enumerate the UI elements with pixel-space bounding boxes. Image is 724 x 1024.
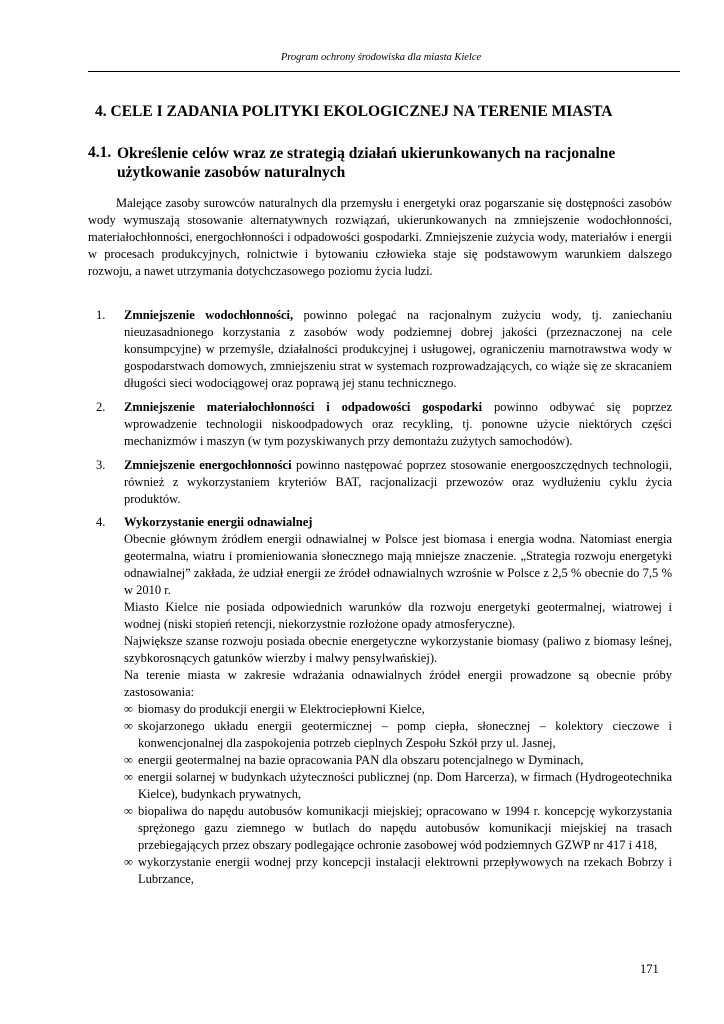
item-body <box>124 399 672 450</box>
list-item <box>88 514 672 888</box>
item-body <box>124 457 672 508</box>
item-text: powinno polegać na racjonalnym zużyciu wody, tj. zaniechaniu nieuzasadnionego korzystania z zasobów wody podziemnej dobrej jakości (przeznaczonej na cele konsumpcyjne) w przemyśle, działalności produkcyjnej i usługowej, ograniczeniu marnotrawstwa wody w gospodarstwach domowych, zmniejszeniu strat w systemach rozprowadzających, co wiąże się ze skracaniem długości sieci wodociągowej oraz poprawą jej stanu technicznego. <box>124 308 673 390</box>
header-divider <box>88 71 680 72</box>
infinity-bullet-icon: ∞ <box>124 719 133 733</box>
intro-paragraph: Malejące zasoby surowców naturalnych dla przemysłu i energetyki oraz pogarszanie się dostępności zasobów wody wymuszają stosowanie alternatywnych rozwiązań, ukierunkowanych na zmniejszenie wodochłonności, materiałochłonności, energochłonności i odpadowości gospodarki. Zmniejszenie zużycia wody, materiałów i energii w procesach produkcyjnych, rolnictwie i bytowaniu człowieka staje się podstawowym warunkiem dalszego rozwoju, a nawet utrzymania dotychczasowego poziomu życia ludzi. <box>88 196 672 278</box>
item-body <box>124 307 672 392</box>
infinity-bullet-icon: ∞ <box>124 770 133 784</box>
item-lead: Wykorzystanie energii odnawialnej <box>124 515 313 529</box>
item-paragraph: Miasto Kielce nie posiada odpowiednich warunków dla rozwoju energetyki geotermalnej, wiatrowej i wodnej (niski stopień retencji, niekorzystnie rozłożone opady atmosferyczne). <box>124 600 672 631</box>
bullet-text: energii solarnej w budynkach użyteczności publicznej (np. Dom Harcerza), w firmach (Hydrogeotechnika Kielce), budynkach prywatnych, <box>138 770 672 801</box>
running-header: Program ochrony środowiska dla miasta Kielce <box>280 52 482 63</box>
item-number: 2. <box>96 400 106 414</box>
item-number: 1. <box>96 308 106 322</box>
item-paragraph: Obecnie głównym źródłem energii odnawialnej w Polsce jest biomasa i energia wodna. Natomiast energia geotermalna, wiatru i promieniowania słonecznego mają mniejsze znaczenie. „Strategia rozwoju energetyki odnawialnej” zakłada, że udział energii ze źródeł odnawialnych wzrośnie w Polsce z 2,5 % obecnie do 7,5 % w 2010 r. <box>124 532 672 597</box>
bullet-item <box>124 718 672 752</box>
bullet-item <box>124 769 672 803</box>
bullet-text: skojarzonego układu energii geotermicznej – pomp ciepła, słonecznej – kolektory cieczowe i konwencjonalnej dla zaspokojenia potrzeb cieplnych Zespołu Szkół przy ul. Jasnej, <box>138 719 672 750</box>
objectives-list <box>88 307 672 888</box>
infinity-bullet-icon: ∞ <box>124 804 133 818</box>
item-text: powinno następować poprzez stosowanie energooszczędnych technologii, również z wykorzystaniem kryteriów BAT, racjonalizacji przewozów oraz wydłużeniu cyklu życia produktów. <box>124 458 672 506</box>
infinity-bullet-icon: ∞ <box>124 702 133 716</box>
bullet-text: biopaliwa do napędu autobusów komunikacji miejskiej; opracowano w 1994 r. koncepcję wykorzystania sprężonego gazu ziemnego w butlach do napędu autobusów komunikacji miejskiej na trasach przebiegających przez obszary podlegające ochronie zasobowej wód podziemnych GZWP nr 417 i 418, <box>138 804 672 852</box>
renewable-energy-list <box>124 701 672 888</box>
bullet-text: biomasy do produkcji energii w Elektrociepłowni Kielce, <box>138 702 425 716</box>
item-lead: Zmniejszenie wodochłonności, <box>124 308 294 322</box>
item-body <box>124 514 672 888</box>
bullet-item <box>124 854 672 888</box>
item-paragraph: Największe szanse rozwoju posiada obecnie energetyczne wykorzystanie biomasy (paliwo z biomasy leśnej, szybkorosnących gatunków wierzby i malwy pensylwańskiej). <box>124 634 672 665</box>
infinity-bullet-icon: ∞ <box>124 753 133 767</box>
item-lead: Zmniejszenie energochłonności <box>124 458 292 472</box>
item-text: powinno odbywać się poprzez wprowadzenie technologii niskoodpadowych oraz recykling, tj. ponowne użycie niektórych części mechanizmów i maszyn (w tym pozyskiwanych przy demontażu zużytych samochodów). <box>124 400 672 448</box>
page-number: 171 <box>640 962 659 976</box>
infinity-bullet-icon: ∞ <box>124 855 133 869</box>
item-number: 3. <box>96 458 106 472</box>
item-number: 4. <box>96 515 106 529</box>
section-title: Określenie celów wraz ze strategią działań ukierunkowanych na racjonalne użytkowanie zasobów naturalnych <box>117 145 616 181</box>
section-number: 4.1. <box>88 144 112 161</box>
bullet-item <box>124 752 672 769</box>
chapter-title: 4. CELE I ZADANIA POLITYKI EKOLOGICZNEJ NA TERENIE MIASTA <box>95 103 613 120</box>
item-lead: Zmniejszenie materiałochłonności i odpadowości gospodarki <box>124 400 483 414</box>
bullet-text: energii geotermalnej na bazie opracowania PAN dla obszaru potencjalnego w Dyminach, <box>138 753 584 767</box>
bullet-text: wykorzystanie energii wodnej przy koncepcji instalacji elektrowni przepływowych na rzekach Bobrzy i Lubrzance, <box>138 855 672 886</box>
item-paragraph: Na terenie miasta w zakresie wdrażania odnawialnych źródeł energii prowadzone są obecnie próby zastosowania: <box>124 668 672 699</box>
bullet-item <box>124 803 672 854</box>
list-item <box>88 457 672 508</box>
list-item <box>88 307 672 392</box>
bullet-item <box>124 701 672 718</box>
list-item <box>88 399 672 450</box>
